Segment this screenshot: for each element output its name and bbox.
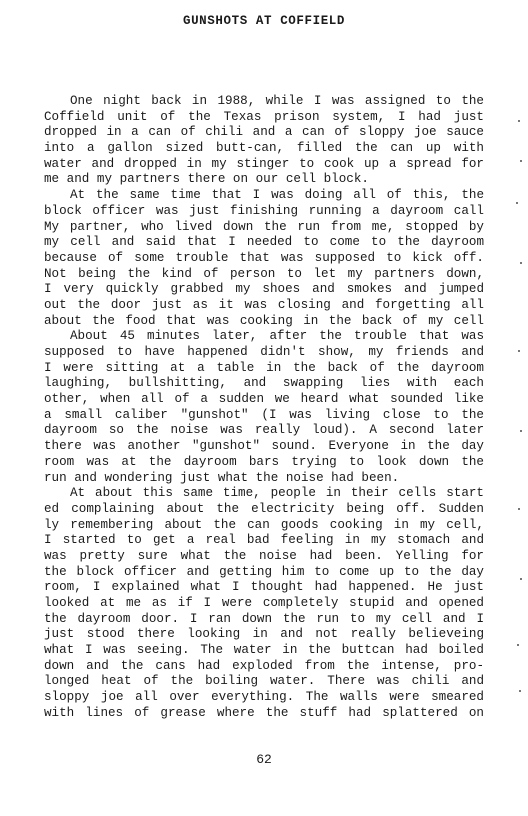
text-line: was pretty sure what the noise had been. Yelling for xyxy=(44,548,484,563)
text-line: laughing, bullshitting, and swapping lies with each xyxy=(44,376,484,391)
scan-speck xyxy=(520,160,522,162)
scan-speck xyxy=(520,578,522,580)
scan-speck xyxy=(520,262,522,264)
text-line: room was at the dayroom bars trying to look down the xyxy=(44,454,484,469)
text-line: run and wondering just what the noise had been. xyxy=(44,470,400,485)
text-line: out the door just as it was closing and forgetting all xyxy=(44,297,484,312)
text-line: block officer was just finishing running a dayroom call xyxy=(44,203,484,218)
page-number: 62 xyxy=(256,752,272,767)
text-line: About 45 minutes later, after the trouble that was xyxy=(70,329,484,344)
text-line: I were sitting at a table in the back of the dayroom xyxy=(44,360,484,375)
scan-speck xyxy=(518,508,520,510)
text-line: me and my partners there on our cell block. xyxy=(44,172,369,187)
text-line: Coffield unit of the Texas prison system, I had just xyxy=(44,109,484,124)
text-line: down and the cans had exploded from the intense, pro- xyxy=(44,658,484,673)
scan-speck xyxy=(518,120,520,122)
scan-speck xyxy=(518,350,520,352)
text-line: the dayroom door. I ran down the run to my cell and I xyxy=(44,611,484,626)
text-line: At about this same time, people in their cells start xyxy=(70,486,484,501)
body-text xyxy=(44,94,484,722)
scan-speck xyxy=(517,644,519,646)
text-line: water and dropped in my stinger to cook up a spread for xyxy=(44,156,484,171)
text-line: Not being the kind of person to let my partners down, xyxy=(44,266,484,281)
text-line: just stood there looking in and not really believeing xyxy=(44,627,484,642)
text-line: dayroom so the noise was really loud). A second later xyxy=(44,423,484,438)
text-line: with lines of grease where the stuff had splattered on xyxy=(44,705,484,720)
text-line: sloppy joe all over everything. The walls were smeared xyxy=(44,690,484,705)
text-line: My partner, who lived down the run from me, stopped by xyxy=(44,219,484,234)
page-title: GUNSHOTS AT COFFIELD xyxy=(182,14,346,28)
text-line: room, I explained what I thought had happened. He just xyxy=(44,580,484,595)
text-line: longed heat of the boiling water. There was chili and xyxy=(44,674,484,689)
text-line: At the same time that I was doing all of this, the xyxy=(70,188,484,203)
text-line: my cell and said that I needed to come to the dayroom xyxy=(44,235,484,250)
text-line: looked at me as if I were completely stupid and opened xyxy=(44,596,484,610)
text-line: what I was seeing. The water in the buttcan had boiled xyxy=(44,643,484,658)
text-line: into a gallon sized butt-can, filled the can up with xyxy=(44,141,484,156)
text-line: the block officer and getting him to come up to the day xyxy=(44,564,484,579)
scan-speck xyxy=(520,430,522,432)
text-line: I very quickly grabbed my shoes and smokes and jumped xyxy=(44,282,484,297)
text-line: there was another "gunshot" sound. Everyone in the day xyxy=(44,439,484,454)
text-line: I started to get a real bad feeling in my stomach and xyxy=(44,533,484,548)
text-line: dropped in a can of chili and a can of sloppy joe sauce xyxy=(44,125,484,140)
text-line: supposed to have happened didn't show, my friends and xyxy=(44,345,484,359)
text-line: ed complaining about the electricity being off. Sudden xyxy=(44,501,484,516)
text-line: because of some trouble that was supposed to kick off. xyxy=(44,250,484,265)
text-line: ly remembering about the can goods cooking in my cell, xyxy=(44,517,484,532)
text-line: One night back in 1988, while I was assigned to the xyxy=(70,94,484,108)
scan-speck xyxy=(519,690,521,692)
scan-speck xyxy=(516,202,518,204)
text-line: other, when all of a sudden we heard what sounded like xyxy=(44,392,484,407)
text-line: a small caliber "gunshot" (I was living close to the xyxy=(44,407,484,422)
text-line: about the food that was cooking in the back of my cell xyxy=(44,313,484,328)
